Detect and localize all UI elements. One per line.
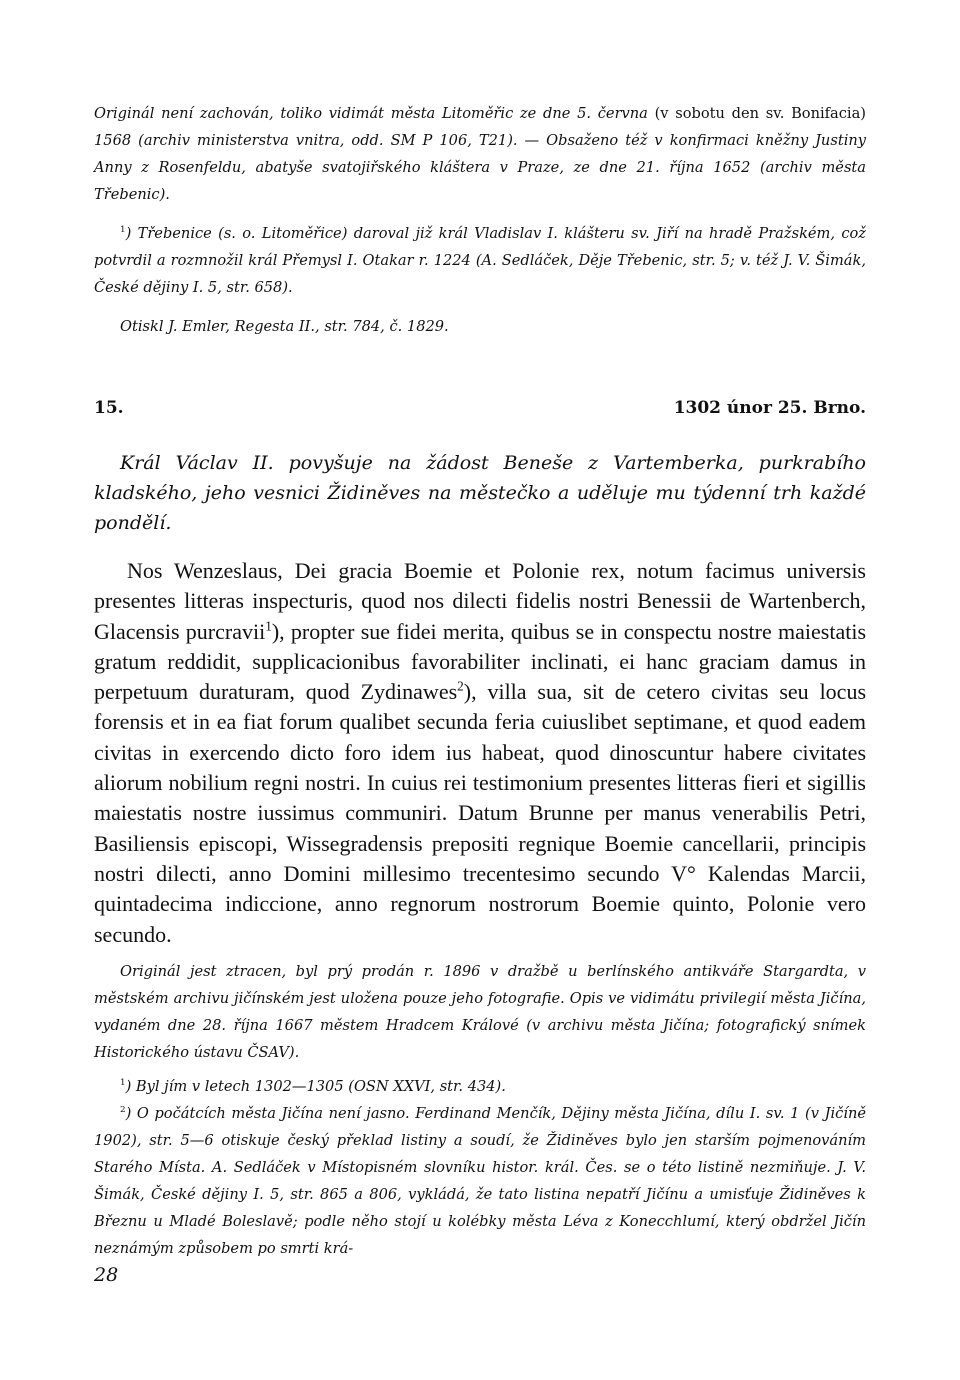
footnote-1-text: ) Byl jím v letech 1302—1305 (OSN XXVI, str. 434). [125,1078,506,1095]
charter-text-part-1: Nos Wenzeslaus, Dei gracia Boemie et Polonie rex, notum facimus universis presentes litteras inspecturis, quod nos dilecti fidelis nostri Benessii de Wartenberch, Glacensis purcravii [94,558,866,644]
footnote-1-mark: 1 [120,1078,126,1089]
charter-number: 15. [94,398,124,418]
source-note: Originál jest ztracen, byl prý prodán r. 1896 v dražbě u berlínského antikváře Stargardta, v městském archivu jičínském jest uložena pouze jeho fotografie. Opis ve vidimátu privilegií města Jičína, vydaném dne 28. října 1667 městem Hradcem Králové (v archivu města Jičína; fotografický snímek Historického ústavu ČSAV). [94,963,866,1061]
charter-heading [94,398,866,418]
source-note-part-3: 1568 (archiv ministerstva vnitra, odd. SM P 106, T21). — Obsaženo též v konfirmaci kněžny Justiny Anny z Rosenfeldu, abatyše svatojiřského kláštera v Praze, ze dne 21. října 1652 (archiv města Třebenic). [94,132,866,203]
footnote-mark: 1 [120,225,126,236]
footnote-2 [94,1100,866,1262]
footnote-2-mark: 2 [120,1105,126,1116]
footnote-1 [94,1073,866,1100]
source-note-previous [94,100,866,208]
footnote-ref-1: 1 [265,618,272,634]
charter-text [94,556,866,950]
charter-text-part-2: ), propter sue fidei merita, quibus se in conspectu nostre maiestatis gratum reddidit, supplicacionibus favorabiliter inclinati, ei hanc graciam damus in perpetuum duraturam, quod Zydinawes [94,618,867,705]
charter-regest: Král Václav II. povyšuje na žádost Beneše z Vartemberka, purkrabího kladského, jeho vesnici Židiněves na městečko a uděluje mu týdenní trh každé pondělí. [94,452,866,534]
footnote-ref-2: 2 [457,678,464,694]
charter-date-place: 1302 únor 25. Brno. [673,398,866,418]
footnote-text: ) Třebenice (s. o. Litoměřice) daroval již král Vladislav I. klášteru sv. Jiří na hradě Pražském, což potvrdil a rozmnožil král Přemysl I. Otakar r. 1224 (A. Sedláček, Děje Třebenic, str. 5; v. též J. V. Šimák, České dějiny I. 5, str. 658). [94,225,866,296]
source-note-part-2: (v sobotu den sv. Bonifacia) [647,105,866,122]
footnote-previous [94,220,866,301]
page-number: 28 [94,1264,119,1286]
edition-note: Otiskl J. Emler, Regesta II., str. 784, č. 1829. [120,318,449,335]
charter-text-part-3: ), villa sua, sit de cetero civitas seu locus forensis et in ea fiat forum qualibet secunda feria cuiuslibet septimane, et quod eadem civitas in exercendo dicto foro idem ius habeat, quod dinoscuntur habere civitates aliorum nobilium regni nostri. In cuius rei testimonium presentes litteras fieri et sigillis maiestatis nostre iussimus communiri. Datum Brunne per manus venerabilis Petri, Basiliensis episcopi, Wissegradensis prepositi regnique Boemie cancellarii, principis nostri dilecti, anno Domini millesimo trecentesimo secundo V° Kalendas Marcii, quintadecima indiccione, anno regnorum nostrorum Boemie quinto, Polonie vero secundo. [94,679,867,947]
source-note-part-1: Originál není zachován, toliko vidimát města Litoměřic ze dne 5. června [94,105,648,122]
footnote-2-text: ) O počátcích města Jičína není jasno. Ferdinand Menčík, Dějiny města Jičína, dílu I. sv. 1 (v Jičíně 1902), str. 5—6 otiskuje český překlad listiny a soudí, že Židiněves bylo jen starším pojmenováním Starého Místa. A. Sedláček v Místopisném slovníku histor. král. Čes. se o této listině nezmiňuje. J. V. Šimák, České dějiny I. 5, str. 865 a 806, vykládá, že tato listina nepatří Jičínu a umisťuje Židiněves k Březnu u Mladé Boleslavě; podle něho stojí u kolébky města Léva z Konecchlumí, který obdržel Jičín neznámým způsobem po smrti krá- [94,1105,866,1257]
